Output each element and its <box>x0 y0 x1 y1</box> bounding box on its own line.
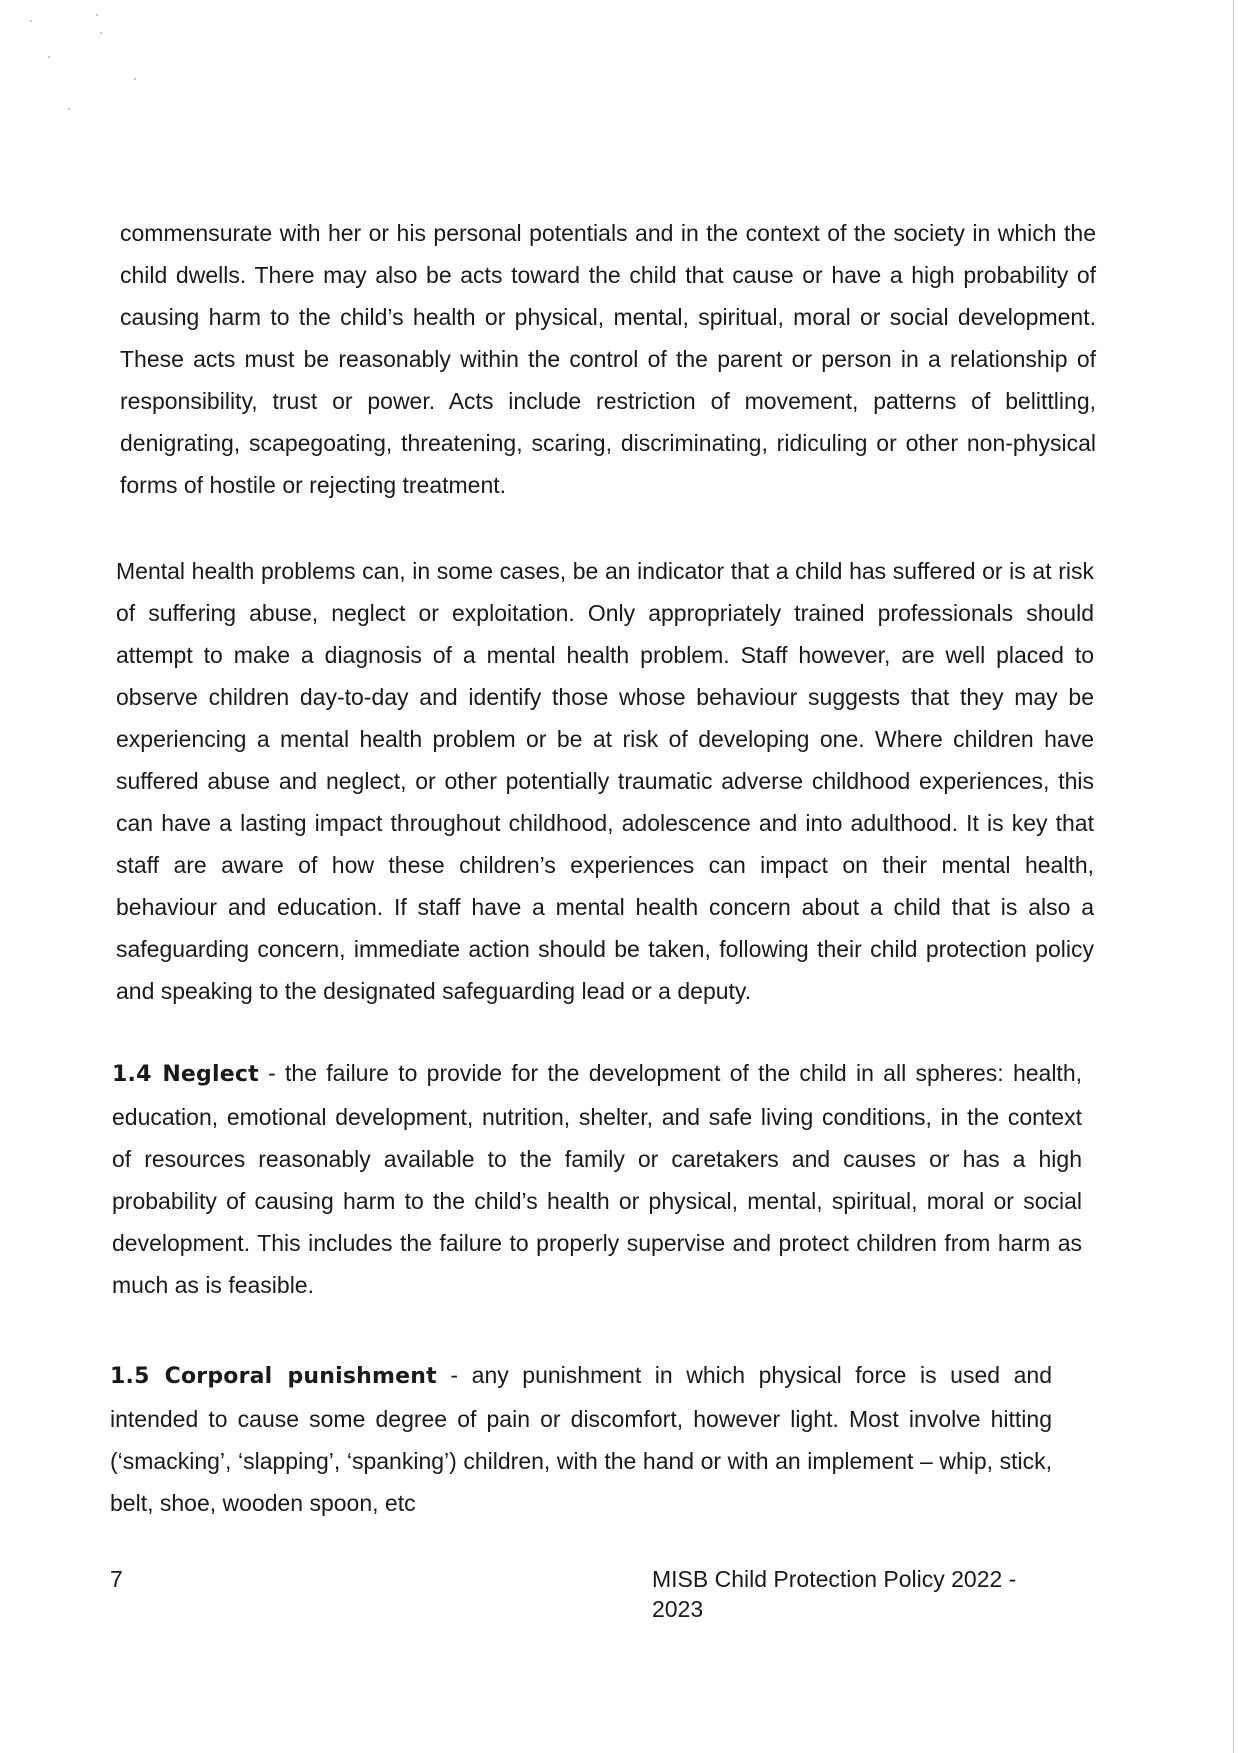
scan-speck <box>48 56 50 58</box>
section-corporal-punishment <box>110 1354 1052 1524</box>
scan-speck <box>30 20 32 22</box>
body-paragraph-emotional-abuse: commensurate with her or his personal potentials and in the context of the society in which the child dwells. There may also be acts toward the child that cause or have a high probability of causing harm to the child’s health or physical, mental, spiritual, moral or social development. These acts must be reasonably within the control of the parent or person in a relationship of responsibility, trust or power. Acts include restriction of movement, patterns of belittling, denigrating, scapegoating, threatening, scaring, discriminating, ridiculing or other non-physical forms of hostile or rejecting treatment. <box>120 220 1096 498</box>
footer-document-title: MISB Child Protection Policy 2022 - 2023 <box>652 1566 1017 1622</box>
page-edge-line <box>1233 0 1234 1753</box>
section-text-corporal-punishment: - any punishment in which physical force is used and intended to cause some degree of pain or discomfort, however light. Most involve hitting (‘smacking’, ‘slapping’, ‘spanking’) children, with the hand or with an implement – whip, stick, belt, shoe, wooden spoon, etc <box>110 1362 1052 1516</box>
section-heading-neglect: 1.4 Neglect <box>112 1062 259 1087</box>
scan-speck <box>68 108 70 110</box>
section-heading-corporal-punishment: 1.5 Corporal punishment <box>110 1364 437 1389</box>
scan-speck <box>100 32 102 34</box>
scan-speck <box>96 14 98 16</box>
body-paragraph-mental-health: Mental health problems can, in some cases, be an indicator that a child has suffered or is at risk of suffering abuse, neglect or exploitation. Only appropriately trained professionals should attempt to make a diagnosis of a mental health problem. Staff however, are well placed to observe children day-to-day and identify those whose behaviour suggests that they may be experiencing a mental health problem or be at risk of developing one. Where children have suffered abuse and neglect, or other potentially traumatic adverse childhood experiences, this can have a lasting impact throughout childhood, adolescence and into adulthood. It is key that staff are aware of how these children’s experiences can impact on their mental health, behaviour and education. If staff have a mental health concern about a child that is also a safeguarding concern, immediate action should be taken, following their child protection policy and speaking to the designated safeguarding lead or a deputy. <box>116 558 1094 1004</box>
section-neglect <box>112 1052 1082 1306</box>
section-text-neglect: - the failure to provide for the development of the child in all spheres: health, education, emotional development, nutrition, shelter, and safe living conditions, in the context of resources reasonably available to the family or caretakers and causes or has a high probability of causing harm to the child’s health or physical, mental, spiritual, moral or social development. This includes the failure to properly supervise and protect children from harm as much as is feasible. <box>112 1060 1082 1298</box>
footer-page-number: 7 <box>110 1566 123 1592</box>
scan-speck <box>134 78 136 80</box>
